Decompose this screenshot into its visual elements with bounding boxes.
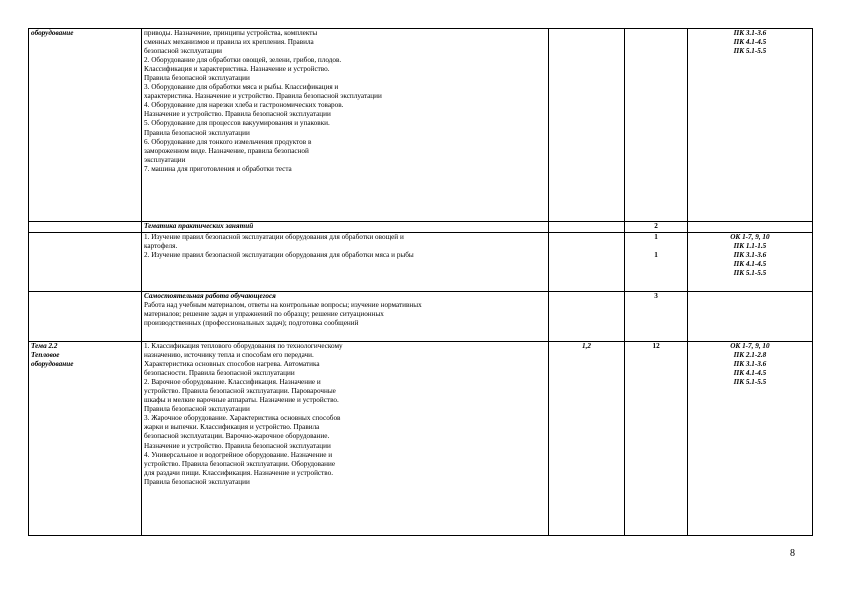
- content-line: 6. Оборудование для тонкого измельчения продуктов в: [144, 137, 312, 146]
- content-line: Правила безопасной эксплуатации: [144, 128, 250, 137]
- section-title-cell: [142, 222, 549, 233]
- content-cell: [142, 342, 549, 536]
- topic-cell: [29, 29, 142, 222]
- content-line: сменных механизмов и правила их крепления. Правила: [144, 38, 314, 47]
- content-line: Назначение и устройство. Правила безопасной эксплуатации: [144, 441, 331, 450]
- hours-cell: [625, 233, 688, 292]
- level-cell: [548, 292, 625, 342]
- level-cell: [548, 222, 625, 233]
- competency-code: ПК 3.1-3.6: [733, 251, 767, 260]
- practical-title: Тематика практических занятий: [144, 222, 254, 230]
- hours-value: 3: [654, 292, 658, 300]
- competency-cell: [687, 292, 812, 342]
- competency-code: ПК 1.1-1.5: [733, 242, 767, 251]
- content-line: Правила безопасной эксплуатации: [144, 74, 250, 83]
- content-line: приводы. Назначение, принципы устройства, комплекты: [144, 29, 318, 37]
- content-line: Правила безопасной эксплуатации: [144, 477, 250, 486]
- content-line: материалов; решение задач и упражнений по образцу; решение ситуационных: [144, 310, 384, 319]
- hours-cell: [625, 342, 688, 536]
- table-row: [29, 292, 813, 342]
- content-line: 7. машина для приготовления и обработки теста: [144, 164, 292, 173]
- hours-cell: [625, 29, 688, 222]
- competency-code: ПК 3.1-3.6: [733, 29, 767, 37]
- table-row: [29, 222, 813, 233]
- competency-code: ПК 5.1-5.5: [733, 378, 767, 387]
- competency-code: ПК 3.1-3.6: [733, 360, 767, 369]
- content-line: замороженном виде. Назначение, правила безопасной: [144, 146, 309, 155]
- content-line: 4. Универсальное и водогрейное оборудование. Назначение и: [144, 450, 333, 459]
- content-line: 2. Оборудование для обработки овощей, зелени, грибов, плодов.: [144, 56, 342, 65]
- competency-code: ОК 1-7, 9, 10: [730, 342, 770, 350]
- topic-cell: [29, 233, 142, 292]
- competency-cell: [687, 222, 812, 233]
- content-line: 1. Изучение правил безопасной эксплуатации оборудования для обработки овощей и: [144, 233, 404, 241]
- competency-code: ПК 4.1-4.5: [733, 38, 767, 47]
- content-line: Работа над учебным материалом, ответы на контрольные вопросы; изучение нормативных: [144, 301, 422, 310]
- hours-value: 2: [654, 222, 658, 230]
- content-line: безопасности. Правила безопасной эксплуатации: [144, 369, 295, 378]
- hours-cell: [625, 292, 688, 342]
- content-cell: [142, 29, 549, 222]
- hours-value: 1: [654, 233, 658, 241]
- hours-value: 12: [652, 342, 660, 350]
- content-line: устройство. Правила безопасной эксплуатации. Пароварочные: [144, 387, 336, 396]
- level-cell: [548, 29, 625, 222]
- content-line: шкафы и мелкие варочные аппараты. Назначение и устройство.: [144, 396, 339, 405]
- competency-cell: [687, 29, 812, 222]
- topic-cell: [29, 222, 142, 233]
- topic-label: Тепловое: [31, 351, 60, 360]
- content-line: эксплуатации: [144, 155, 186, 164]
- level-value: 1,2: [581, 342, 591, 350]
- topic-label: оборудование: [31, 29, 74, 37]
- competency-cell: [687, 342, 812, 536]
- table-row: [29, 342, 813, 536]
- competency-code: ПК 4.1-4.5: [733, 260, 767, 269]
- content-line: устройство. Правила безопасной эксплуатации. Оборудование: [144, 459, 336, 468]
- competency-code: ОК 1-7, 9, 10: [730, 233, 770, 241]
- content-line: назначению, источнику тепла и способам его передачи.: [144, 351, 314, 360]
- content-cell: [142, 292, 549, 342]
- competency-code: ПК 4.1-4.5: [733, 369, 767, 378]
- level-cell: [548, 342, 625, 536]
- content-line: производственных (профессиональных задач); подготовка сообщений: [144, 319, 359, 328]
- content-line: 1. Классификация теплового оборудования по технологическому: [144, 342, 343, 350]
- level-cell: [548, 233, 625, 292]
- content-line: Назначение и устройство. Правила безопасной эксплуатации: [144, 110, 331, 119]
- content-line: безопасной эксплуатации: [144, 47, 223, 56]
- competency-cell: [687, 233, 812, 292]
- topic-cell: [29, 292, 142, 342]
- content-line: 5. Оборудование для процессов вакуумирования и упаковки.: [144, 119, 330, 128]
- content-line: 2. Изучение правил безопасной эксплуатации оборудования для обработки мяса и рыбы: [144, 251, 414, 260]
- topic-cell: [29, 342, 142, 536]
- content-line: Классификация и характеристика. Назначение и устройство.: [144, 65, 330, 74]
- hours-cell: [625, 222, 688, 233]
- content-line: Правила безопасной эксплуатации: [144, 405, 250, 414]
- curriculum-table: [28, 28, 813, 536]
- content-cell: [142, 233, 549, 292]
- competency-code: ПК 5.1-5.5: [733, 269, 767, 278]
- content-line: 3. Жарочное оборудование. Характеристика основных способов: [144, 414, 341, 423]
- content-line: 3. Оборудование для обработки мяса и рыбы. Классификация и: [144, 83, 339, 92]
- table-row: [29, 233, 813, 292]
- competency-code: ПК 5.1-5.5: [733, 47, 767, 56]
- content-line: картофеля.: [144, 242, 178, 251]
- topic-label: оборудование: [31, 360, 74, 369]
- content-line: безопасной эксплуатации. Варочно-жарочное оборудование.: [144, 432, 330, 441]
- table-row: [29, 29, 813, 222]
- content-line: для раздачи пищи. Классификация. Назначение и устройство.: [144, 468, 334, 477]
- content-line: Характеристика основных способов нагрева. Автоматика: [144, 360, 320, 369]
- self-study-title: Самостоятельная работа обучающегося: [144, 292, 276, 300]
- hours-value: 1: [654, 251, 658, 260]
- page-number: 8: [790, 548, 795, 559]
- content-line: 2. Варочное оборудование. Классификация. Назначение и: [144, 378, 321, 387]
- competency-code: ПК 2.1-2.8: [733, 351, 767, 360]
- content-line: характеристика. Назначение и устройство. Правила безопасной эксплуатации: [144, 92, 382, 101]
- topic-label: Тема 2.2: [31, 342, 58, 350]
- content-line: 4. Оборудование для нарезки хлеба и гастрономических товаров.: [144, 101, 344, 110]
- content-line: жарки и выпечки. Классификация и устройство. Правила: [144, 423, 320, 432]
